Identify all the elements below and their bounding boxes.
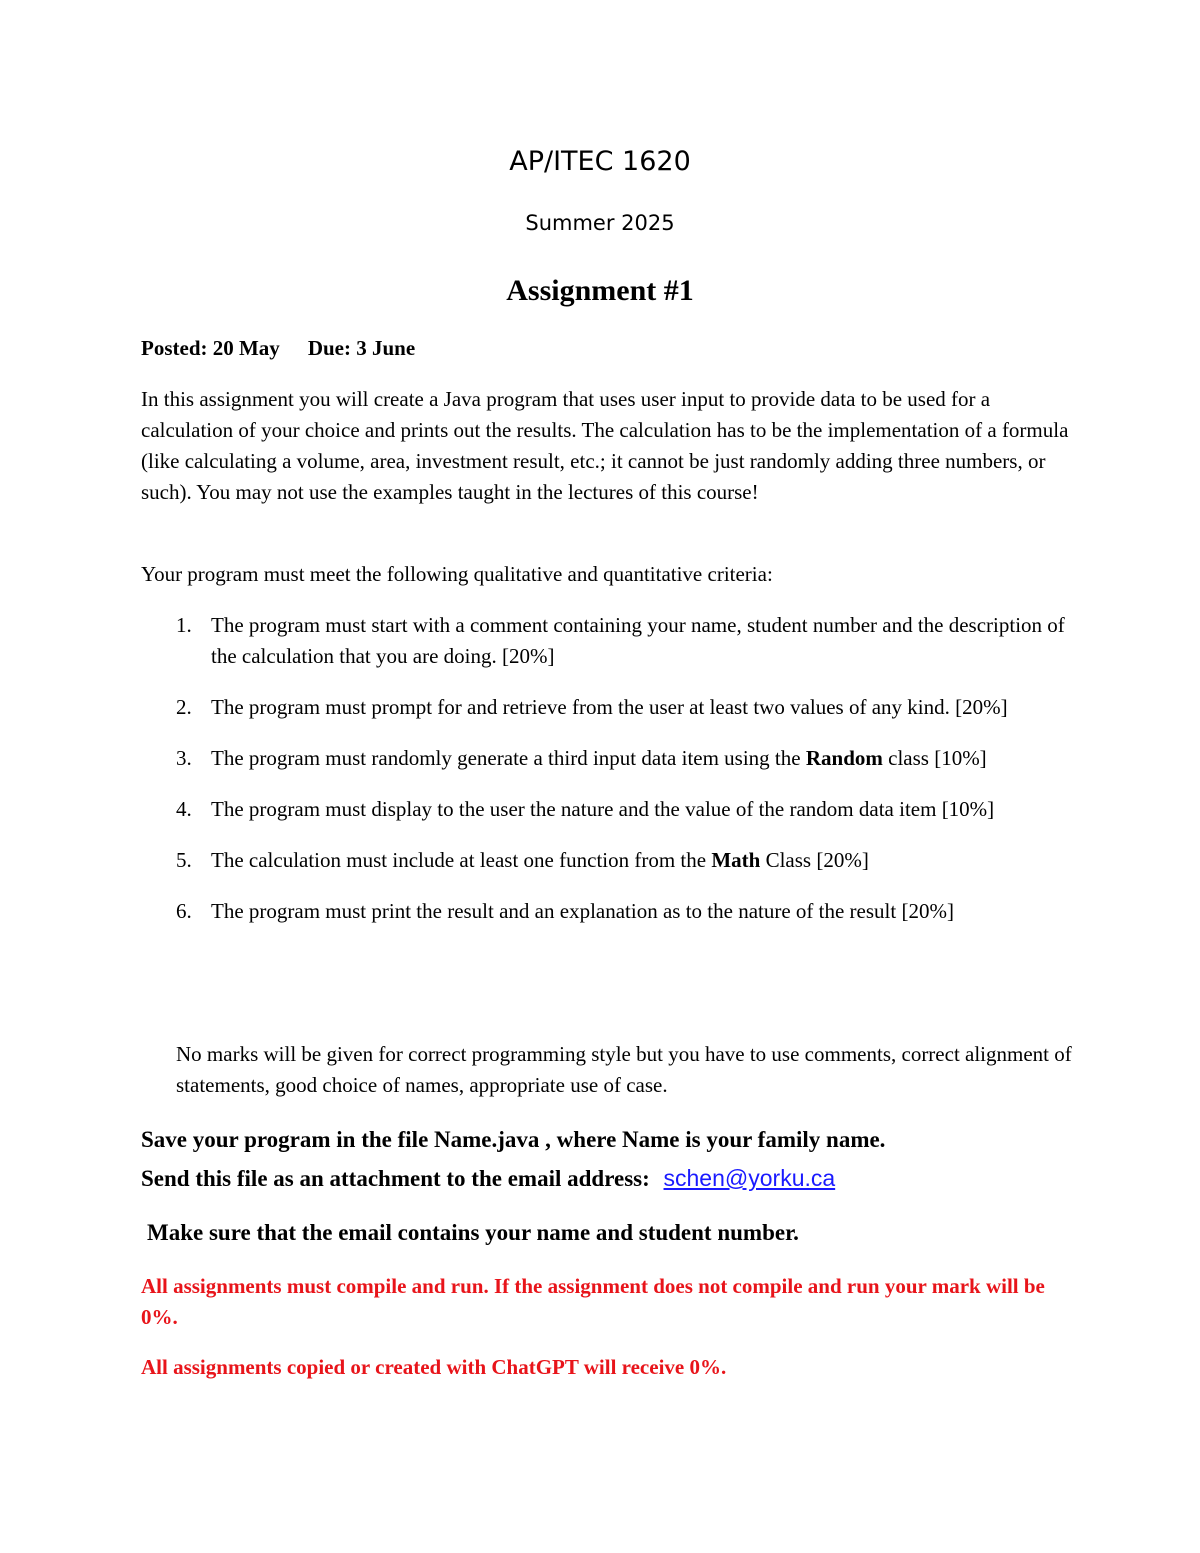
assignment-title: Assignment #1	[506, 274, 694, 307]
criteria-number: 1.	[176, 613, 192, 637]
criteria-text: The program must print the result and an explanation as to the nature of the result [20%]	[211, 899, 954, 923]
criteria-number: 4.	[176, 797, 192, 821]
course-title: AP/ITEC 1620	[509, 146, 691, 177]
criteria-item	[141, 794, 1071, 825]
criteria-number: 2.	[176, 695, 192, 719]
criteria-number: 6.	[176, 899, 192, 923]
criteria-text-before: The calculation must include at least one function from the	[211, 848, 712, 872]
criteria-text-after: Class [20%]	[760, 848, 869, 872]
criteria-item	[141, 896, 1071, 927]
compile-warning: All assignments must compile and run. If the assignment does not compile and run your mark will be 0%.	[141, 1274, 1045, 1329]
criteria-text-before: The program must randomly generate a third input data item using the	[211, 746, 806, 770]
style-note: No marks will be given for correct programming style but you have to use comments, correct alignment of statements, good choice of names, appropriate use of case.	[176, 1042, 1072, 1097]
random-class-name: Random	[805, 746, 883, 770]
criteria-number: 3.	[176, 746, 192, 770]
criteria-text-after: class [10%]	[882, 746, 987, 770]
dates-line	[141, 333, 415, 363]
due-date: Due: 3 June	[307, 336, 416, 360]
criteria-text: The program must start with a comment containing your name, student number and the description of the calculation that you are doing. [20%]	[211, 613, 1065, 668]
send-instruction	[141, 1160, 835, 1197]
save-instruction: Save your program in the file Name.java , where Name is your family name.	[141, 1127, 886, 1152]
email-link[interactable]: schen@yorku.ca	[663, 1165, 836, 1191]
criteria-text: The program must prompt for and retrieve from the user at least two values of any kind. [20%]	[211, 695, 1008, 719]
criteria-item	[141, 743, 1071, 774]
math-class-name: Math	[711, 848, 761, 872]
posted-date: Posted: 20 May	[141, 336, 280, 360]
criteria-intro: Your program must meet the following qualitative and quantitative criteria:	[141, 562, 773, 586]
criteria-number: 5.	[176, 848, 192, 872]
chatgpt-warning: All assignments copied or created with ChatGPT will receive 0%.	[141, 1355, 727, 1379]
criteria-text: The program must display to the user the nature and the value of the random data item [10%]	[211, 797, 995, 821]
criteria-item	[141, 610, 1071, 672]
criteria-item	[141, 692, 1071, 723]
intro-paragraph: In this assignment you will create a Java program that uses user input to provide data to be used for a calculation of your choice and prints out the results. The calculation has to be the implementation of a formula (like calculating a volume, area, investment result, etc.; it cannot be just randomly adding three numbers, or such). You may not use the examples taught in the lectures of this course!	[141, 387, 1069, 504]
send-instruction-text: Send this file as an attachment to the email address:	[141, 1166, 650, 1191]
term-label: Summer 2025	[525, 211, 675, 235]
email-content-instruction: Make sure that the email contains your name and student number.	[147, 1220, 799, 1245]
criteria-item	[141, 845, 1071, 876]
criteria-list	[141, 610, 1071, 947]
